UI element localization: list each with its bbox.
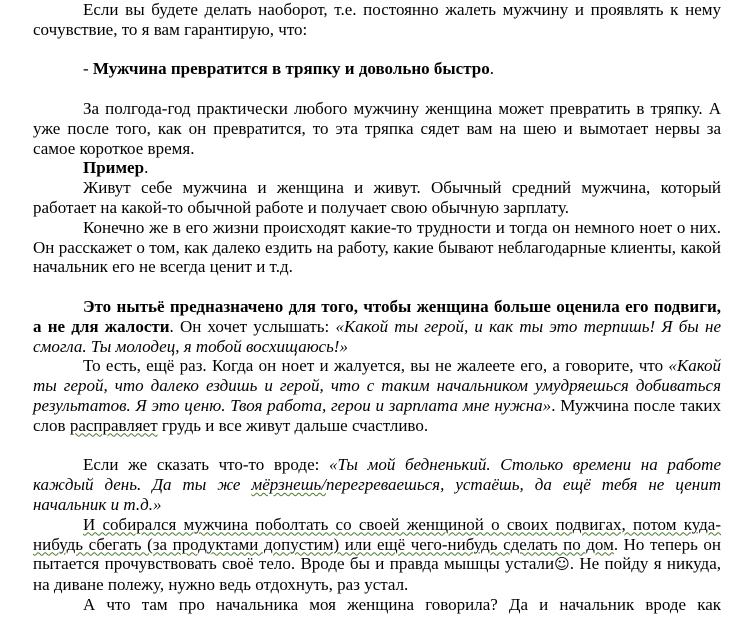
paragraph-consequence [33, 515, 721, 595]
paragraph-example-heading [33, 158, 721, 178]
paragraph-timeframe: За полгода-год практически любого мужчину женщина может превратить в тряпку. А уже после того, как он превратится, то эта тряпка сядет вам на шею и вымотает нервы за самое короткое время. [33, 98, 721, 158]
paragraph-example-2: Конечно же в его жизни происходят какие-то трудности и тогда он немного ноет о них. Он расскажет о том, как далеко ездить на работу, какие бывают неблагодарные клиенты, какой начальник его не всегда ценит и т.д. [33, 217, 721, 277]
paragraph-intro: Если вы будете делать наоборот, т.е. постоянно жалеть мужчину и проявлять к нему сочувствие, то я вам гарантирую, что: [33, 0, 721, 39]
dash: - [83, 59, 93, 79]
paragraph-boss: А что там про начальника моя женщина говорила? Да и начальник вроде как [83, 594, 721, 614]
spellcheck-word: расправляет [69, 415, 158, 435]
text: . Он хочет услышать: [169, 316, 336, 336]
text: . Но теперь он пытается прочувствовать своё тело. Вроде бы и правда мышцы устали [33, 534, 721, 574]
bold-purpose: Это нытьё предназначено для того, чтобы женщина больше оценила его подвиги, а не для жалости [33, 296, 721, 336]
text: . Не пойду я никуда, на диване полежу, нужно ведь отдохнуть, раз устал. [33, 554, 721, 595]
paragraph-repeat [33, 356, 721, 435]
period: . [144, 158, 149, 178]
smiley-icon: ☺ [554, 555, 570, 574]
spellcheck-phrase: И собирался мужчина поболтать со своей женщиной о своих подвигах, потом куда-нибудь сбегать (за продуктами допустим) или ещё чего-нибудь сделать по дом [33, 514, 721, 554]
italic-quote: «Какой ты герой, и как ты это терпишь! Я бы не смогла. Ты молодец, я тобой восхищаюсь!» [33, 316, 721, 356]
text: Если же сказать что-то вроде: [83, 455, 329, 475]
paragraph-example-1: Живут себе мужчина и женщина и живут. Обычный средний мужчина, который работает на какой-то обычной работе и получает свою обычную зарплату. [33, 178, 721, 217]
document-page [33, 0, 721, 615]
text: грудь и все живут дальше счастливо. [157, 415, 429, 435]
italic-quote-a: «Ты мой бедненький. Столько времени на работе каждый день. Да ты же [33, 455, 722, 495]
example-label: Пример [83, 158, 145, 178]
paragraph-if-pity [33, 455, 721, 514]
paragraph-conclusion [33, 59, 721, 79]
bold-statement: Мужчина превратится в тряпку и довольно быстро [92, 59, 490, 79]
spellcheck-word: мёрзнешь/ [251, 475, 326, 495]
paragraph-purpose [33, 297, 721, 356]
italic-quote-b: перегреваешься, устаёшь, да ещё тебя не ценит начальник и т.д.» [33, 475, 722, 514]
text: . Мужчина после таких слов [33, 395, 721, 435]
italic-quote: «Какой ты герой, что далеко ездишь и герой, что с таким начальником умудряешься добиваться результатов. Я это ценю. Твоя работа, герои и зарплата мне нужна» [33, 356, 721, 415]
period: . [489, 59, 494, 79]
text: То есть, ещё раз. Когда он ноет и жалуется, вы не жалеете его, а говорите, что [83, 356, 669, 376]
